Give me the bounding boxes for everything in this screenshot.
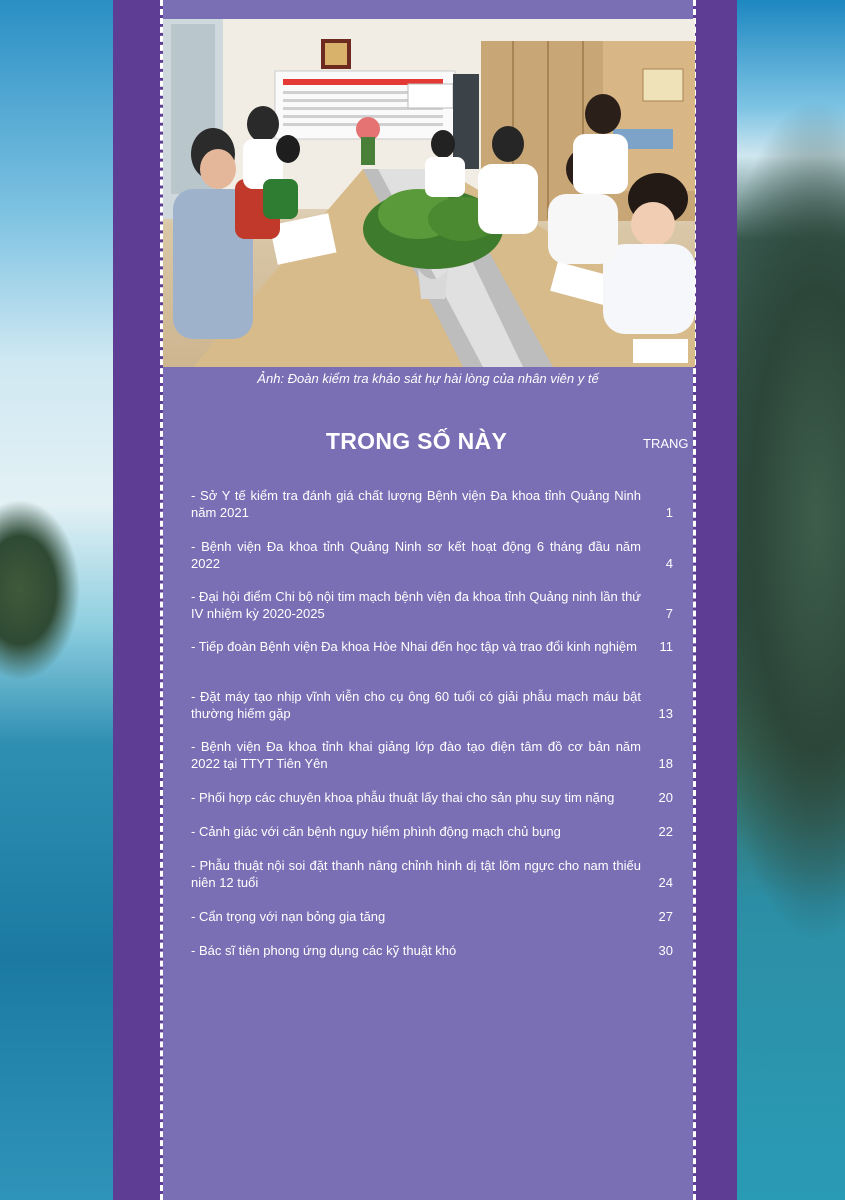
toc-item[interactable] (191, 588, 681, 622)
toc-item[interactable] (191, 857, 681, 891)
toc-item-title: - Sở Y tế kiểm tra đánh giá chất lượng Bệnh viện Đa khoa tỉnh Quảng Ninh năm 2021 (191, 488, 641, 520)
toc-item[interactable] (191, 487, 681, 521)
toc-item-title: - Bác sĩ tiên phong ứng dụng các kỹ thuật khó (191, 943, 457, 958)
toc-item-page: 1 (665, 505, 673, 520)
toc-item[interactable] (191, 738, 681, 772)
toc-item-page: 4 (665, 556, 673, 571)
toc-item[interactable] (191, 688, 681, 722)
toc-item-page: 30 (658, 943, 673, 958)
toc-item-title: - Bệnh viện Đa khoa tỉnh Quảng Ninh sơ kết hoạt động 6 tháng đầu năm 2022 (191, 539, 641, 571)
page-title: TRONG SỐ NÀY (325, 428, 508, 454)
toc-item[interactable] (191, 638, 681, 655)
toc-item-title: - Đặt máy tạo nhịp vĩnh viễn cho cụ ông 60 tuổi có giải phẫu mạch máu bật thường hiếm gặp (191, 689, 641, 721)
toc-item-title: - Tiếp đoàn Bệnh viện Đa khoa Hòe Nhai đến học tập và trao đổi kinh nghiệm (191, 639, 637, 654)
toc-item[interactable] (191, 942, 681, 959)
background-karst-right (737, 0, 845, 1200)
toc-item-title: - Phối hợp các chuyên khoa phẫu thuật lấy thai cho sản phụ suy tim nặng (191, 790, 615, 805)
toc-item-page: 27 (658, 909, 673, 924)
toc-item-page: 24 (658, 875, 673, 890)
toc-item-page: 18 (658, 756, 673, 771)
toc-item-page: 22 (658, 824, 673, 839)
toc-item[interactable] (191, 538, 681, 572)
toc-item-title: - Cẩn trọng với nạn bỏng gia tăng (191, 909, 386, 924)
photo-caption: Ảnh: Đoàn kiểm tra khảo sát hự hài lòng của nhân viên y tế (257, 371, 599, 386)
toc-item[interactable] (191, 823, 681, 840)
toc-item[interactable] (191, 908, 681, 925)
toc-item-page: 7 (665, 606, 673, 621)
meeting-photo (163, 19, 695, 367)
toc-item-page: 11 (659, 639, 673, 654)
toc-item-title: - Cảnh giác với căn bệnh nguy hiểm phình động mạch chủ bụng (191, 824, 561, 839)
background-sea-left (0, 0, 113, 1200)
toc-item-page: 20 (658, 790, 673, 805)
toc-item[interactable] (191, 789, 681, 806)
toc-item-title: - Phẫu thuật nội soi đặt thanh nâng chỉnh hình dị tật lõm ngực cho nam thiếu niên 12 tuổi (191, 858, 641, 890)
toc-item-title: - Bệnh viện Đa khoa tỉnh khai giảng lớp đào tạo điện tâm đồ cơ bản năm 2022 tại TTYT Tiên Yên (191, 739, 641, 771)
toc-item-page: 13 (658, 706, 673, 721)
page-column-label: TRANG (643, 436, 689, 451)
toc-item-title: - Đại hội điểm Chi bộ nội tim mạch bệnh viện đa khoa tỉnh Quảng ninh lần thứ IV nhiệm kỳ 2020-2025 (191, 589, 641, 621)
